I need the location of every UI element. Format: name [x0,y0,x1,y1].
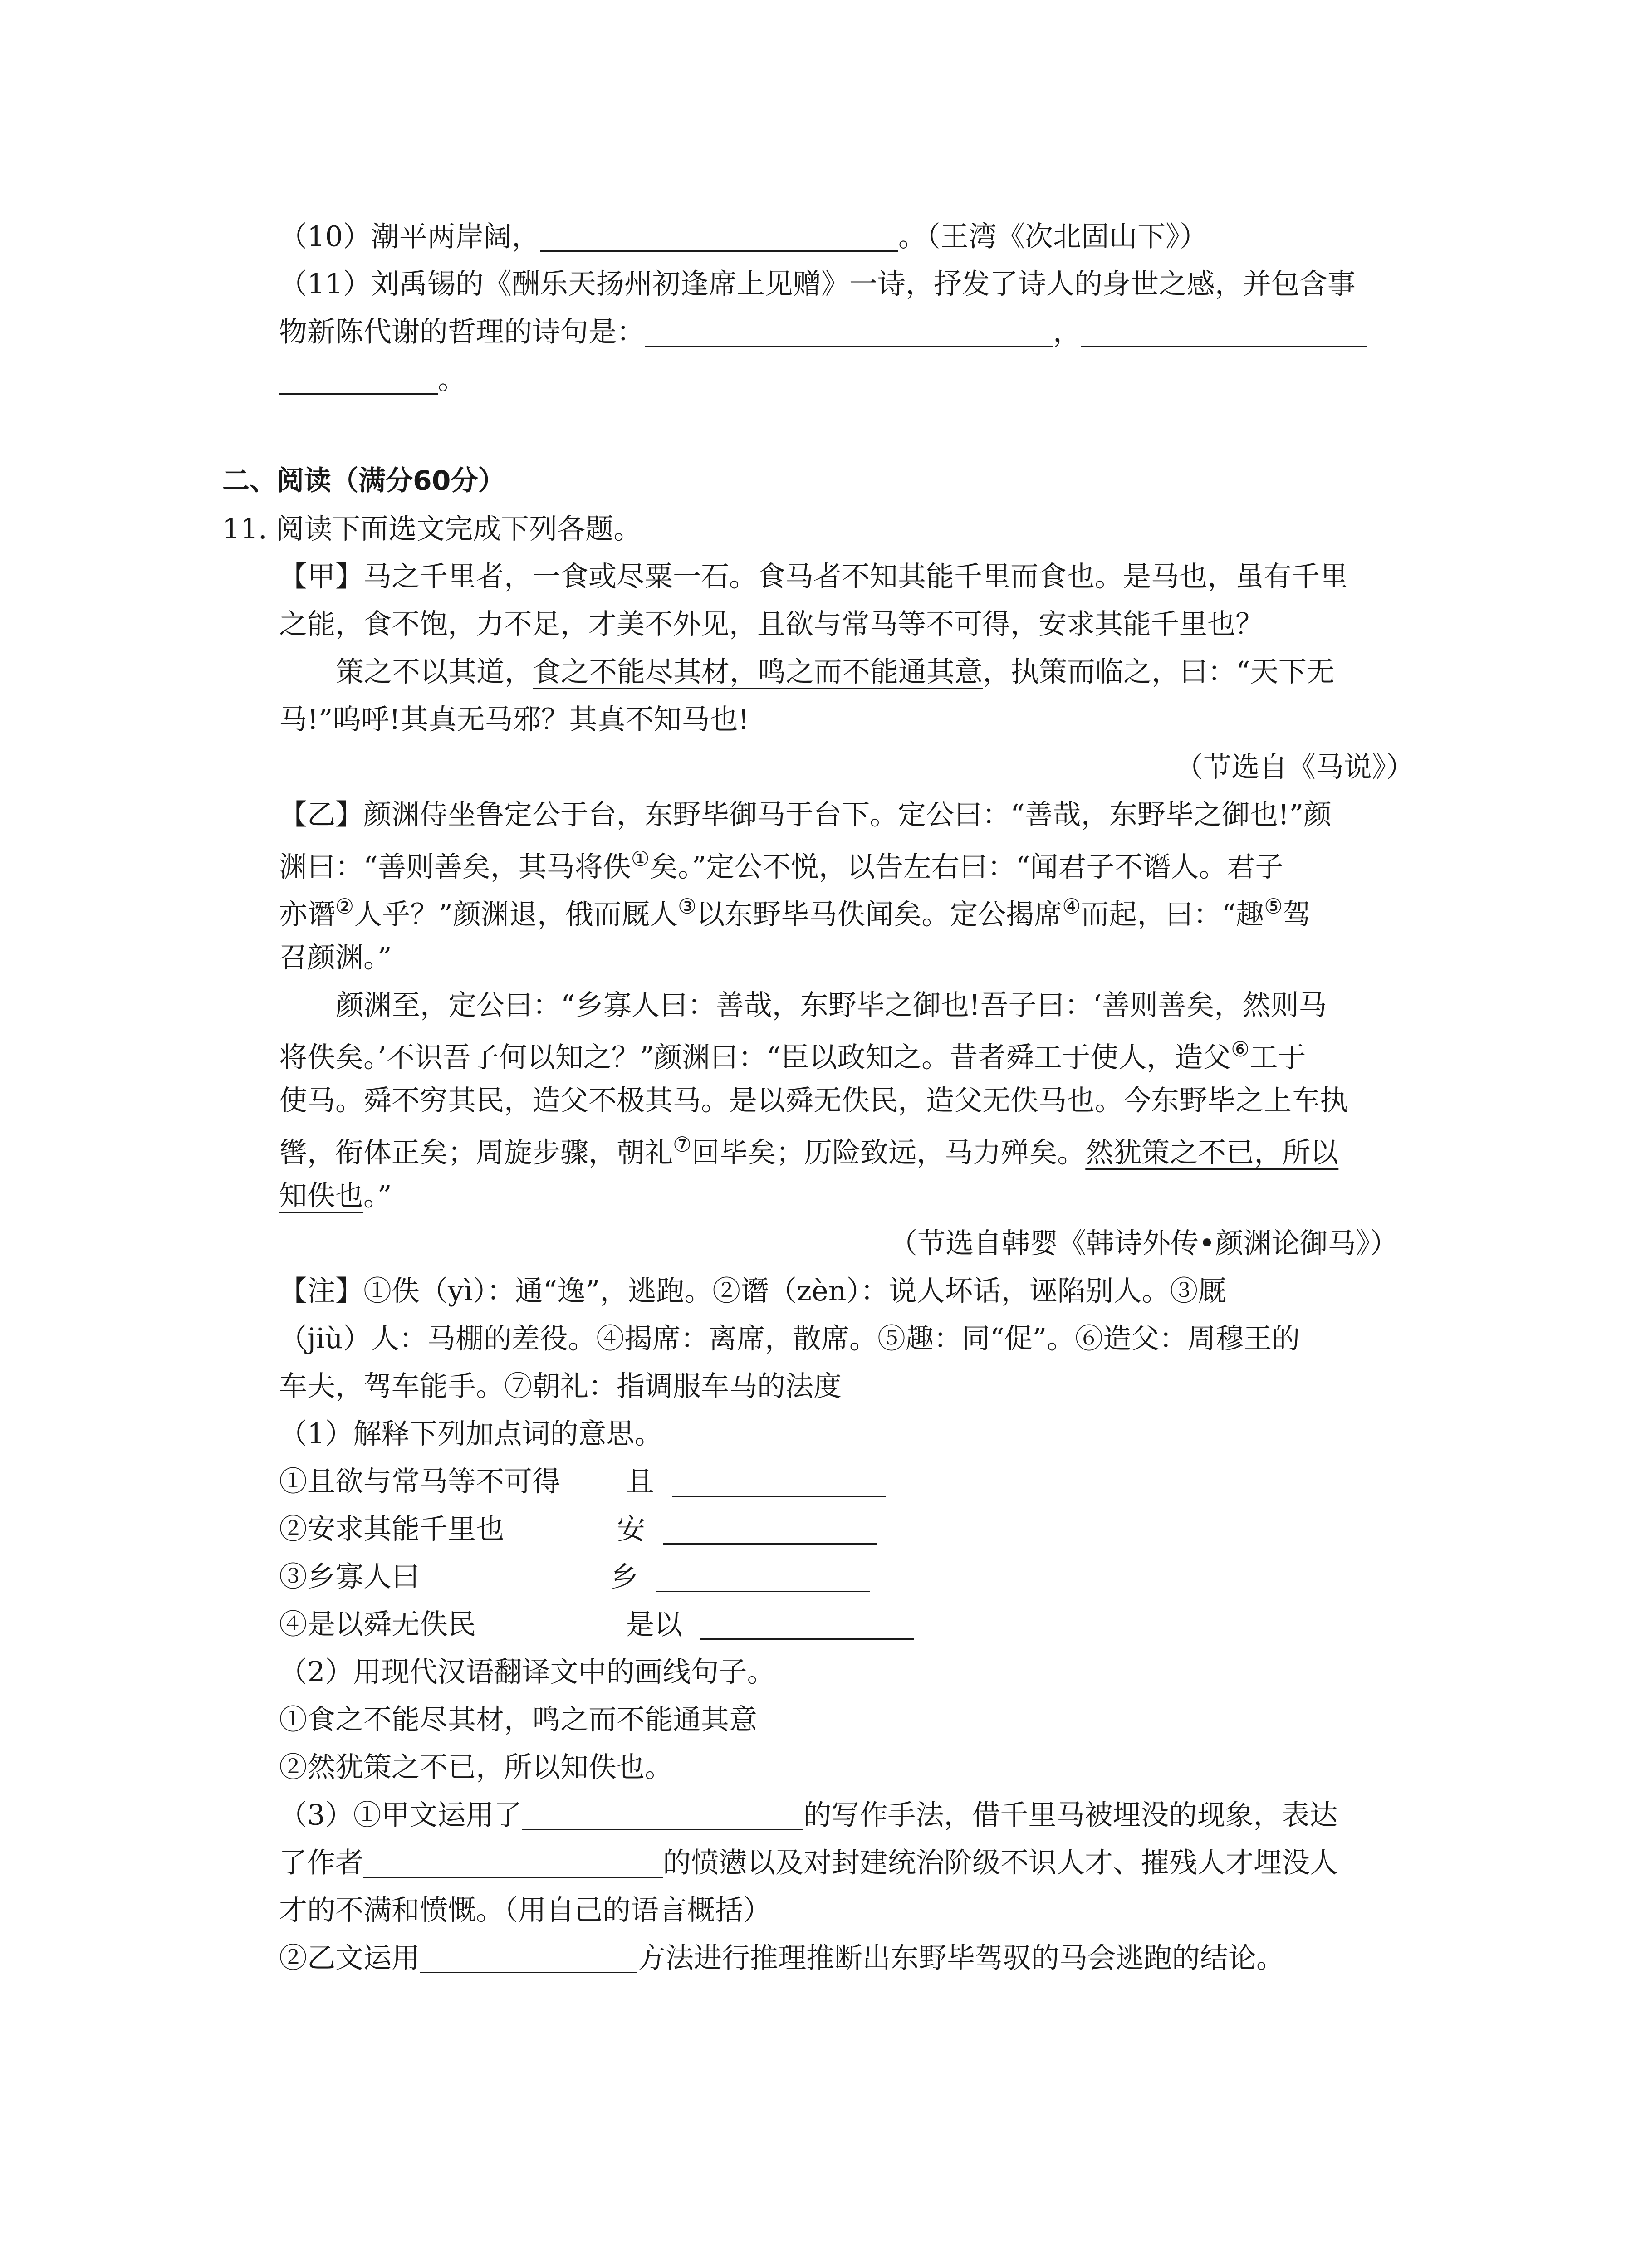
yi-line3-c: 以东野毕马佚闻矣。定公揭席 [696,898,1063,931]
sub1-item-4-word: 是以 [626,1608,683,1641]
yi-line5: 颜渊至，定公曰：“乡寡人曰：善哉，东野毕之御也!吾子曰：‘善则善矣，然则马 [336,988,1327,1022]
yi-underlined-sentence-part2: 知佚也 [279,1179,364,1212]
jia-underlined-sentence: 食之不能尽其材，鸣之而不能通其意 [533,655,983,688]
sub1-item-3-answer [610,1560,870,1593]
yi-line6 [279,1037,1306,1074]
yi-line8 [279,1134,1338,1167]
sub3-blank-3[interactable] [420,1944,637,1973]
note-marker-6: ⑥ [1231,1037,1250,1061]
sub2-item-2: ②然犹策之不已，所以知佚也。 [279,1750,673,1784]
sub3-line2-a: 了作者 [279,1846,364,1879]
sub3-line4-b: 方法进行推理推断出东野毕驾驭的马会逃跑的结论。 [637,1941,1285,1975]
yi-line2-b: 矣。”定公不悦，以告左右曰：“闻君子不谮人。君子 [649,850,1283,883]
q11-line2-prefix: 物新陈代谢的哲理的诗句是： [279,315,645,348]
jia-line1: 【甲】马之千里者，一食或尽粟一石。食马者不知其能千里而食也。是马也，虽有千里 [279,560,1348,593]
sub1-item-3-blank[interactable] [656,1563,870,1592]
sub3-line4 [279,1941,1285,1975]
yi-line3-d: 而起，曰：“趣 [1081,898,1264,931]
jia-line3-a: 策之不以其道， [336,655,533,688]
sub2-item-1: ①食之不能尽其材，鸣之而不能通其意 [279,1703,758,1736]
yi-line6-b: 工于 [1249,1041,1306,1074]
note-marker-3: ③ [677,894,697,919]
comma: ， [1053,315,1082,348]
sub1-title: （1）解释下列加点词的意思。 [279,1417,663,1450]
sub1-item-4-blank[interactable] [700,1610,914,1640]
q10-suffix: 。（王湾《次北固山下》） [898,220,1208,253]
note-marker-4: ④ [1062,894,1081,919]
yi-line1: 【乙】颜渊侍坐鲁定公于台，东野毕御马于台下。定公曰：“善哉，东野毕之御也!”颜 [279,798,1332,831]
sub3-blank-1[interactable] [522,1801,803,1830]
yi-line3-e: 驾 [1283,898,1311,931]
sub1-item-4 [279,1608,476,1641]
q11-line1: （11）刘禹锡的《酬乐天扬州初逢席上见赠》一诗，抒发了诗人的身世之感，并包含事 [279,267,1356,300]
note-marker-5: ⑤ [1264,894,1283,919]
sub3-line1 [279,1798,1338,1832]
yi-underlined-sentence-part1: 然犹策之不已，所以 [1085,1136,1339,1169]
yi-line2 [279,848,1283,881]
jia-line3 [336,655,1335,688]
sub1-item-1-text: ①且欲与常马等不可得 [279,1465,561,1498]
jia-line4: 马!”呜呼!其真无马邪？其真不知马也! [279,703,749,736]
sub3-line3: 才的不满和愤慨。（用自己的语言概括） [279,1893,772,1926]
section-title: 二、阅读（满分60分） [222,465,505,497]
sub1-item-3-word: 乡 [610,1560,639,1593]
sub3-line2-b: 的愤懑以及对封建统治阶级不识人才、摧残人才埋没人 [663,1846,1338,1879]
sub1-item-2-word: 安 [617,1512,646,1546]
sub1-item-3 [279,1560,420,1593]
sub1-item-1-blank[interactable] [672,1467,886,1497]
yi-line9 [279,1179,392,1212]
sub1-item-2 [279,1512,505,1545]
yi-line9-b: 。” [363,1179,392,1212]
sub3-line1-b: 的写作手法，借千里马被埋没的现象，表达 [803,1798,1338,1832]
sub1-item-4-answer [626,1610,914,1640]
sub1-item-4-text: ④是以舜无佚民 [279,1608,476,1641]
sub1-item-1-word: 且 [626,1465,655,1498]
sub3-line2 [279,1848,1338,1878]
q11-line2 [279,315,1367,348]
q11-answer-blank-1[interactable] [645,318,1053,347]
yi-line8-b: 回毕矣；历险致远，马力殚矣。 [691,1136,1086,1169]
q10-answer-blank[interactable] [540,222,898,252]
sub2-title: （2）用现代汉语翻译文中的画线句子。 [279,1655,775,1688]
yi-line3 [279,896,1311,929]
note-marker-2: ② [335,894,354,919]
sub3-line4-a: ②乙文运用 [279,1941,420,1975]
jia-line2: 之能，食不饱，力不足，才美不外见，且欲与常马等不可得，安求其能千里也？ [279,607,1264,640]
notes-line3: 车夫，驾车能手。⑦朝礼：指调服车马的法度 [279,1369,842,1403]
q10-line [279,222,1208,252]
q11-intro: 11. 阅读下面选文完成下列各题。 [222,512,642,545]
note-marker-1: ① [631,846,650,871]
sub1-item-2-answer [617,1512,877,1546]
sub1-item-1 [279,1467,560,1496]
sub3-blank-2[interactable] [363,1848,663,1878]
yi-source: （节选自韩婴《韩诗外传•颜渊论御马》） [889,1227,1398,1260]
yi-line3-a: 亦谮 [279,898,336,931]
sub3-line1-a: （3）①甲文运用了 [279,1798,522,1832]
yi-line8-a: 辔，衔体正矣；周旋步骤，朝礼 [279,1136,673,1169]
jia-line3-b: ，执策而临之，曰：“天下无 [983,655,1335,688]
yi-line2-a: 渊曰：“善则善矣，其马将佚 [279,850,631,883]
period: 。 [438,362,466,396]
notes-line1: 【注】①佚（yì）：通“逸”，逃跑。②谮（zèn）：说人坏话，诬陷别人。③厩 [279,1274,1226,1307]
yi-line7: 使马。舜不穷其民，造父不极其马。是以舜无佚民，造父无佚马也。今东野毕之上车执 [279,1084,1348,1117]
yi-line4: 召颜渊。” [279,941,392,974]
notes-line2: （jiù）人：马棚的差役。④揭席：离席，散席。⑤趣：同“促”。⑥造父：周穆王的 [279,1322,1300,1355]
yi-line3-b: 人乎？”颜渊退，俄而厩人 [354,898,678,931]
q11-answer-blank-2[interactable] [1081,318,1367,347]
sub1-item-2-text: ②安求其能千里也 [279,1512,505,1545]
sub1-item-2-blank[interactable] [663,1515,877,1545]
sub1-item-3-text: ③乡寡人曰 [279,1560,420,1593]
q11-line3 [279,362,466,396]
sub1-item-1-answer [626,1467,886,1497]
q10-prefix: （10）潮平两岸阔， [279,220,540,253]
jia-source: （节选自《马说》） [1175,750,1415,783]
yi-line6-a: 将佚矣。’不识吾子何以知之？”颜渊曰：“臣以政知之。昔者舜工于使人，造父 [279,1041,1231,1074]
q11-answer-blank-3[interactable] [279,365,438,395]
note-marker-7: ⑦ [673,1132,692,1157]
